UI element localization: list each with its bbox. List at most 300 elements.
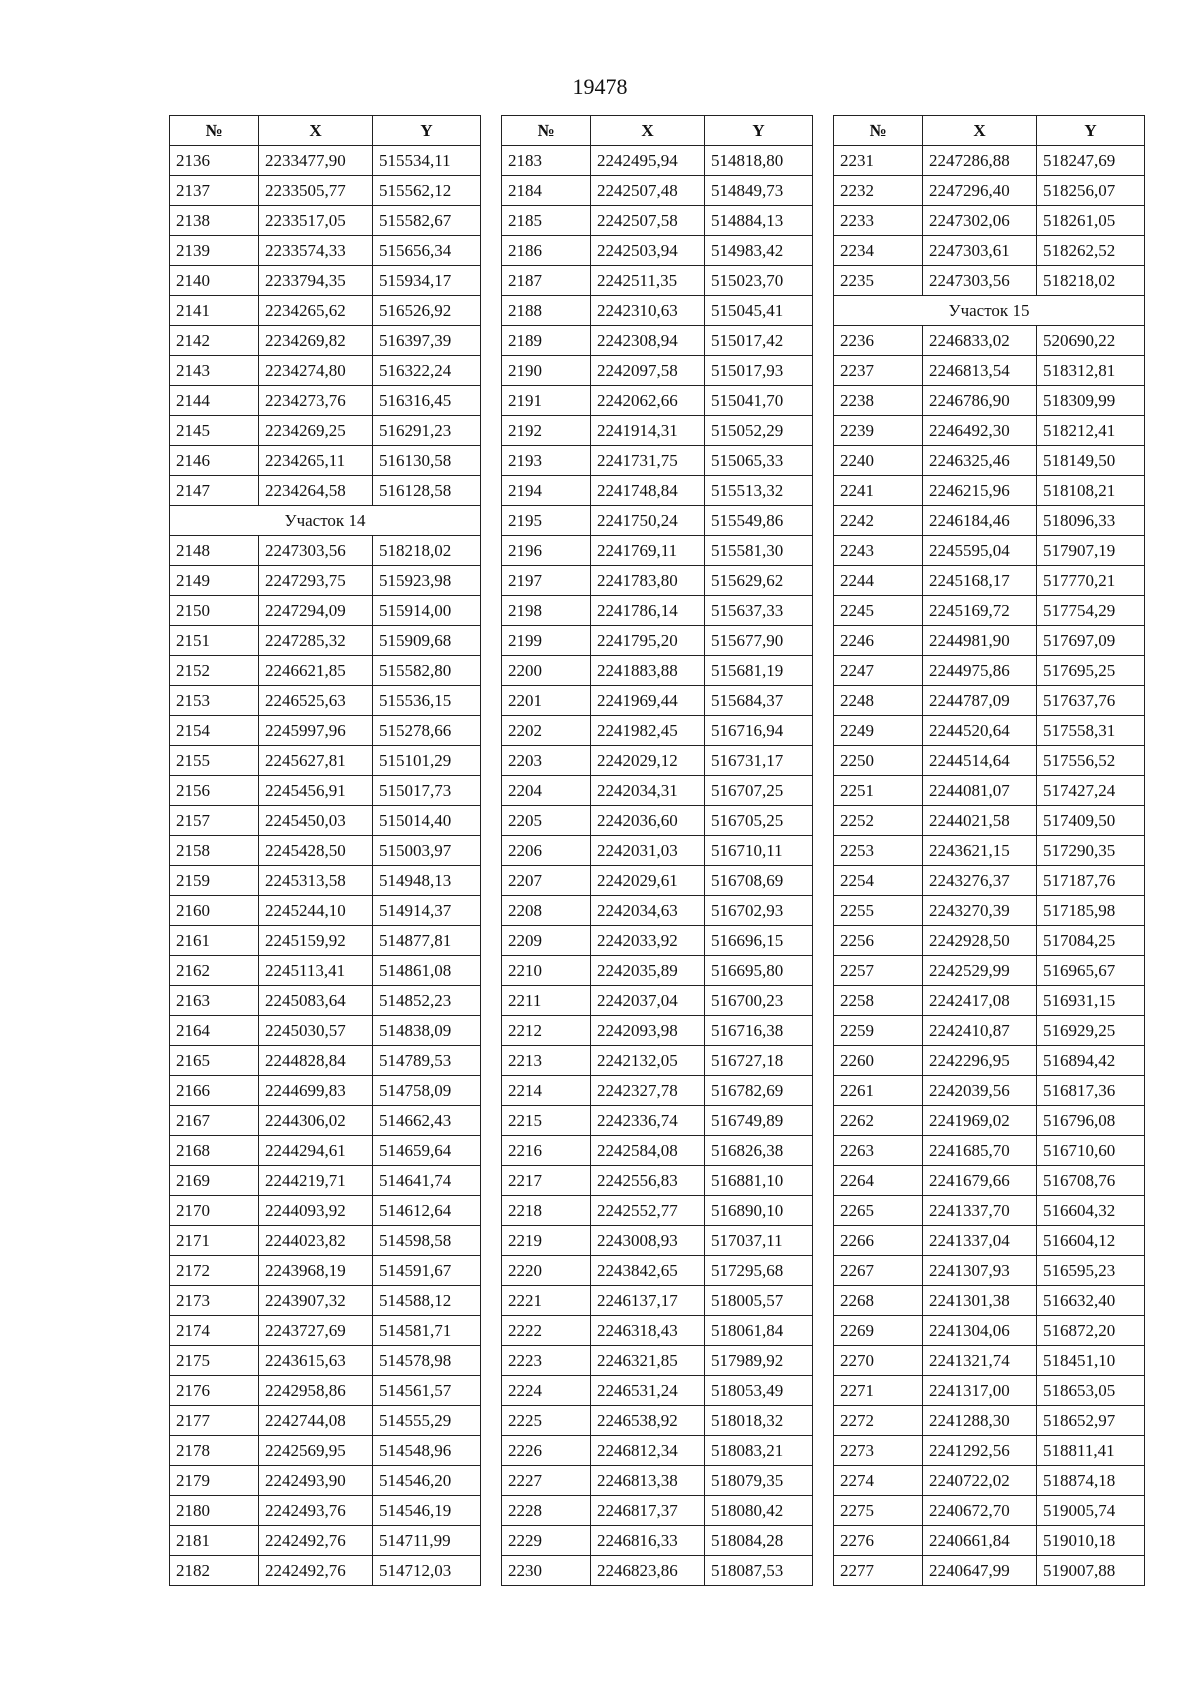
y-coordinate-cell: 514712,03 <box>373 1556 481 1586</box>
point-number-cell: 2217 <box>502 1166 591 1196</box>
y-coordinate-cell: 516826,38 <box>705 1136 813 1166</box>
table-row <box>170 746 481 776</box>
table-row <box>170 986 481 1016</box>
table-row <box>170 326 481 356</box>
y-coordinate-cell: 515637,33 <box>705 596 813 626</box>
x-coordinate-cell: 2246492,30 <box>923 416 1037 446</box>
x-coordinate-cell: 2241337,70 <box>923 1196 1037 1226</box>
table-row <box>502 566 813 596</box>
table-row <box>170 1466 481 1496</box>
x-coordinate-cell: 2233517,05 <box>259 206 373 236</box>
y-coordinate-cell: 516881,10 <box>705 1166 813 1196</box>
y-coordinate-cell: 516397,39 <box>373 326 481 356</box>
y-coordinate-cell: 515017,73 <box>373 776 481 806</box>
point-number-cell: 2265 <box>834 1196 923 1226</box>
table-row <box>170 1556 481 1586</box>
table-row <box>834 956 1145 986</box>
table-row <box>170 536 481 566</box>
y-coordinate-cell: 516796,08 <box>1037 1106 1145 1136</box>
y-coordinate-cell: 514578,98 <box>373 1346 481 1376</box>
y-coordinate-cell: 514662,43 <box>373 1106 481 1136</box>
x-coordinate-cell: 2245313,58 <box>259 866 373 896</box>
point-number-cell: 2270 <box>834 1346 923 1376</box>
section-row <box>834 296 1145 326</box>
table-row <box>834 1226 1145 1256</box>
point-number-cell: 2139 <box>170 236 259 266</box>
table-row <box>502 176 813 206</box>
x-coordinate-cell: 2241982,45 <box>591 716 705 746</box>
x-coordinate-cell: 2246184,46 <box>923 506 1037 536</box>
table-row <box>502 506 813 536</box>
point-number-cell: 2148 <box>170 536 259 566</box>
table-row <box>834 1316 1145 1346</box>
point-number-cell: 2156 <box>170 776 259 806</box>
table-row <box>834 986 1145 1016</box>
table-row <box>502 386 813 416</box>
table-row <box>170 1406 481 1436</box>
point-number-cell: 2268 <box>834 1286 923 1316</box>
y-coordinate-cell: 514948,13 <box>373 866 481 896</box>
table-row <box>834 686 1145 716</box>
point-number-cell: 2172 <box>170 1256 259 1286</box>
point-number-cell: 2168 <box>170 1136 259 1166</box>
x-coordinate-cell: 2243727,69 <box>259 1316 373 1346</box>
x-coordinate-cell: 2246813,54 <box>923 356 1037 386</box>
table-row <box>170 1256 481 1286</box>
x-coordinate-cell: 2245997,96 <box>259 716 373 746</box>
y-coordinate-cell: 518218,02 <box>1037 266 1145 296</box>
table-row <box>170 416 481 446</box>
point-number-cell: 2233 <box>834 206 923 236</box>
point-number-cell: 2160 <box>170 896 259 926</box>
table-row <box>502 1466 813 1496</box>
point-number-cell: 2259 <box>834 1016 923 1046</box>
point-number-cell: 2241 <box>834 476 923 506</box>
y-coordinate-cell: 519010,18 <box>1037 1526 1145 1556</box>
y-coordinate-cell: 519007,88 <box>1037 1556 1145 1586</box>
y-coordinate-cell: 515278,66 <box>373 716 481 746</box>
table-row <box>502 1436 813 1466</box>
y-coordinate-cell: 516872,20 <box>1037 1316 1145 1346</box>
y-coordinate-cell: 518080,42 <box>705 1496 813 1526</box>
table-row <box>502 1316 813 1346</box>
x-coordinate-cell: 2242493,90 <box>259 1466 373 1496</box>
point-number-cell: 2196 <box>502 536 591 566</box>
table-row <box>502 1496 813 1526</box>
point-number-cell: 2189 <box>502 326 591 356</box>
table-row <box>834 1046 1145 1076</box>
point-number-cell: 2180 <box>170 1496 259 1526</box>
table-row <box>502 1136 813 1166</box>
table-row <box>502 1406 813 1436</box>
point-number-cell: 2274 <box>834 1466 923 1496</box>
x-coordinate-cell: 2242296,95 <box>923 1046 1037 1076</box>
x-coordinate-cell: 2243615,63 <box>259 1346 373 1376</box>
x-coordinate-cell: 2246321,85 <box>591 1346 705 1376</box>
y-coordinate-cell: 517695,25 <box>1037 656 1145 686</box>
y-coordinate-cell: 516702,93 <box>705 896 813 926</box>
table-row <box>834 506 1145 536</box>
point-number-cell: 2187 <box>502 266 591 296</box>
y-coordinate-cell: 516727,18 <box>705 1046 813 1076</box>
table-row <box>170 1346 481 1376</box>
x-coordinate-cell: 2245627,81 <box>259 746 373 776</box>
x-coordinate-cell: 2240722,02 <box>923 1466 1037 1496</box>
table-row <box>170 1046 481 1076</box>
y-coordinate-cell: 514789,53 <box>373 1046 481 1076</box>
y-coordinate-cell: 516130,58 <box>373 446 481 476</box>
point-number-cell: 2143 <box>170 356 259 386</box>
point-number-cell: 2245 <box>834 596 923 626</box>
y-coordinate-cell: 515003,97 <box>373 836 481 866</box>
table-row <box>502 896 813 926</box>
table-row <box>834 1076 1145 1106</box>
point-number-cell: 2162 <box>170 956 259 986</box>
table-row <box>170 1136 481 1166</box>
x-coordinate-cell: 2241795,20 <box>591 626 705 656</box>
table-row <box>170 176 481 206</box>
point-number-cell: 2275 <box>834 1496 923 1526</box>
point-number-cell: 2205 <box>502 806 591 836</box>
y-coordinate-cell: 516705,25 <box>705 806 813 836</box>
y-coordinate-cell: 518312,81 <box>1037 356 1145 386</box>
table-row <box>170 206 481 236</box>
x-coordinate-cell: 2242958,86 <box>259 1376 373 1406</box>
x-coordinate-cell: 2242039,56 <box>923 1076 1037 1106</box>
point-number-cell: 2240 <box>834 446 923 476</box>
table-row <box>170 836 481 866</box>
x-coordinate-cell: 2246817,37 <box>591 1496 705 1526</box>
x-coordinate-cell: 2242036,60 <box>591 806 705 836</box>
point-number-cell: 2199 <box>502 626 591 656</box>
x-coordinate-cell: 2240672,70 <box>923 1496 1037 1526</box>
x-coordinate-cell: 2242507,58 <box>591 206 705 236</box>
x-coordinate-cell: 2246525,63 <box>259 686 373 716</box>
table-row <box>170 1166 481 1196</box>
point-number-cell: 2166 <box>170 1076 259 1106</box>
x-coordinate-cell: 2241783,80 <box>591 566 705 596</box>
y-coordinate-cell: 518005,57 <box>705 1286 813 1316</box>
y-coordinate-cell: 514861,08 <box>373 956 481 986</box>
y-coordinate-cell: 517556,52 <box>1037 746 1145 776</box>
table-row <box>170 296 481 326</box>
point-number-cell: 2203 <box>502 746 591 776</box>
x-coordinate-cell: 2245450,03 <box>259 806 373 836</box>
table-row <box>502 1106 813 1136</box>
x-coordinate-cell: 2241304,06 <box>923 1316 1037 1346</box>
x-coordinate-cell: 2245595,04 <box>923 536 1037 566</box>
table-row <box>834 1526 1145 1556</box>
x-coordinate-cell: 2241748,84 <box>591 476 705 506</box>
table-row <box>170 1376 481 1406</box>
point-number-cell: 2246 <box>834 626 923 656</box>
table-row <box>170 356 481 386</box>
point-number-cell: 2181 <box>170 1526 259 1556</box>
x-coordinate-cell: 2246325,46 <box>923 446 1037 476</box>
point-number-cell: 2174 <box>170 1316 259 1346</box>
table-row <box>834 746 1145 776</box>
point-number-cell: 2262 <box>834 1106 923 1136</box>
y-coordinate-cell: 515562,12 <box>373 176 481 206</box>
table-row <box>170 1286 481 1316</box>
table-row <box>170 446 481 476</box>
table-row <box>834 356 1145 386</box>
point-number-cell: 2176 <box>170 1376 259 1406</box>
y-coordinate-cell: 518212,41 <box>1037 416 1145 446</box>
table-row <box>502 596 813 626</box>
x-coordinate-cell: 2242327,78 <box>591 1076 705 1106</box>
x-coordinate-cell: 2247296,40 <box>923 176 1037 206</box>
y-coordinate-cell: 519005,74 <box>1037 1496 1145 1526</box>
x-coordinate-cell: 2243621,15 <box>923 836 1037 866</box>
x-coordinate-cell: 2247294,09 <box>259 596 373 626</box>
x-coordinate-cell: 2247293,75 <box>259 566 373 596</box>
x-coordinate-cell: 2233574,33 <box>259 236 373 266</box>
x-coordinate-cell: 2241685,70 <box>923 1136 1037 1166</box>
x-coordinate-cell: 2245244,10 <box>259 896 373 926</box>
table-row <box>170 566 481 596</box>
table-row <box>170 1496 481 1526</box>
point-number-cell: 2266 <box>834 1226 923 1256</box>
x-coordinate-cell: 2241969,44 <box>591 686 705 716</box>
point-number-cell: 2193 <box>502 446 591 476</box>
y-coordinate-cell: 514591,67 <box>373 1256 481 1286</box>
x-coordinate-cell: 2242310,63 <box>591 296 705 326</box>
y-coordinate-cell: 514849,73 <box>705 176 813 206</box>
table-row <box>170 776 481 806</box>
y-coordinate-cell: 516710,60 <box>1037 1136 1145 1166</box>
x-coordinate-cell: 2241731,75 <box>591 446 705 476</box>
y-coordinate-cell: 518096,33 <box>1037 506 1145 536</box>
table-row <box>834 596 1145 626</box>
coordinate-table-2 <box>501 115 813 1586</box>
point-number-cell: 2200 <box>502 656 591 686</box>
y-coordinate-cell: 516931,15 <box>1037 986 1145 1016</box>
x-coordinate-cell: 2242093,98 <box>591 1016 705 1046</box>
point-number-cell: 2144 <box>170 386 259 416</box>
table-row <box>502 326 813 356</box>
x-coordinate-cell: 2242584,08 <box>591 1136 705 1166</box>
y-coordinate-cell: 516695,80 <box>705 956 813 986</box>
y-coordinate-cell: 515923,98 <box>373 566 481 596</box>
x-coordinate-cell: 2244093,92 <box>259 1196 373 1226</box>
x-coordinate-cell: 2247303,56 <box>923 266 1037 296</box>
point-number-cell: 2153 <box>170 686 259 716</box>
table-row <box>170 1076 481 1106</box>
point-number-cell: 2210 <box>502 956 591 986</box>
point-number-cell: 2147 <box>170 476 259 506</box>
table-row <box>834 1466 1145 1496</box>
point-number-cell: 2234 <box>834 236 923 266</box>
point-number-cell: 2253 <box>834 836 923 866</box>
table-row <box>834 1496 1145 1526</box>
x-coordinate-cell: 2241883,88 <box>591 656 705 686</box>
x-coordinate-cell: 2242493,76 <box>259 1496 373 1526</box>
point-number-cell: 2182 <box>170 1556 259 1586</box>
y-coordinate-cell: 515549,86 <box>705 506 813 536</box>
x-coordinate-cell: 2242556,83 <box>591 1166 705 1196</box>
x-coordinate-cell: 2244975,86 <box>923 656 1037 686</box>
x-coordinate-cell: 2234264,58 <box>259 476 373 506</box>
point-number-cell: 2195 <box>502 506 591 536</box>
table-row <box>170 1226 481 1256</box>
x-coordinate-cell: 2246813,38 <box>591 1466 705 1496</box>
table-row <box>502 1016 813 1046</box>
point-number-cell: 2228 <box>502 1496 591 1526</box>
table-row <box>834 386 1145 416</box>
x-coordinate-cell: 2243008,93 <box>591 1226 705 1256</box>
point-number-cell: 2152 <box>170 656 259 686</box>
x-coordinate-cell: 2241337,04 <box>923 1226 1037 1256</box>
point-number-cell: 2248 <box>834 686 923 716</box>
table-row <box>834 206 1145 236</box>
point-number-cell: 2136 <box>170 146 259 176</box>
y-coordinate-cell: 514884,13 <box>705 206 813 236</box>
point-number-cell: 2272 <box>834 1406 923 1436</box>
y-coordinate-cell: 518451,10 <box>1037 1346 1145 1376</box>
table-row <box>502 1256 813 1286</box>
x-coordinate-cell: 2243276,37 <box>923 866 1037 896</box>
x-coordinate-cell: 2242417,08 <box>923 986 1037 1016</box>
table-row <box>502 956 813 986</box>
y-coordinate-cell: 514546,19 <box>373 1496 481 1526</box>
y-coordinate-cell: 516632,40 <box>1037 1286 1145 1316</box>
y-coordinate-cell: 516708,69 <box>705 866 813 896</box>
y-coordinate-cell: 514641,74 <box>373 1166 481 1196</box>
x-coordinate-cell: 2246137,17 <box>591 1286 705 1316</box>
x-coordinate-cell: 2246823,86 <box>591 1556 705 1586</box>
y-coordinate-cell: 516595,23 <box>1037 1256 1145 1286</box>
table-row <box>834 1256 1145 1286</box>
x-coordinate-cell: 2233794,35 <box>259 266 373 296</box>
point-number-cell: 2185 <box>502 206 591 236</box>
y-coordinate-cell: 518247,69 <box>1037 146 1145 176</box>
table-row <box>834 146 1145 176</box>
table-row <box>502 266 813 296</box>
y-coordinate-cell: 518653,05 <box>1037 1376 1145 1406</box>
y-coordinate-cell: 517084,25 <box>1037 926 1145 956</box>
point-number-cell: 2249 <box>834 716 923 746</box>
point-number-cell: 2175 <box>170 1346 259 1376</box>
y-coordinate-cell: 514818,80 <box>705 146 813 176</box>
y-coordinate-cell: 517037,11 <box>705 1226 813 1256</box>
x-coordinate-cell: 2242034,63 <box>591 896 705 926</box>
x-coordinate-cell: 2242495,94 <box>591 146 705 176</box>
table-row <box>502 1166 813 1196</box>
y-coordinate-cell: 515909,68 <box>373 626 481 656</box>
point-number-cell: 2225 <box>502 1406 591 1436</box>
point-number-cell: 2277 <box>834 1556 923 1586</box>
y-coordinate-cell: 518087,53 <box>705 1556 813 1586</box>
point-number-cell: 2218 <box>502 1196 591 1226</box>
y-coordinate-cell: 518309,99 <box>1037 386 1145 416</box>
x-coordinate-cell: 2242492,76 <box>259 1556 373 1586</box>
point-number-cell: 2222 <box>502 1316 591 1346</box>
x-coordinate-cell: 2245030,57 <box>259 1016 373 1046</box>
y-coordinate-cell: 518083,21 <box>705 1436 813 1466</box>
x-coordinate-cell: 2246816,33 <box>591 1526 705 1556</box>
x-coordinate-cell: 2244828,84 <box>259 1046 373 1076</box>
x-coordinate-cell: 2242033,92 <box>591 926 705 956</box>
point-number-cell: 2188 <box>502 296 591 326</box>
x-coordinate-cell: 2246318,43 <box>591 1316 705 1346</box>
table-row <box>170 866 481 896</box>
header-y: Y <box>705 116 813 146</box>
y-coordinate-cell: 518218,02 <box>373 536 481 566</box>
table-row <box>834 806 1145 836</box>
x-coordinate-cell: 2242529,99 <box>923 956 1037 986</box>
point-number-cell: 2149 <box>170 566 259 596</box>
x-coordinate-cell: 2241750,24 <box>591 506 705 536</box>
point-number-cell: 2236 <box>834 326 923 356</box>
y-coordinate-cell: 517637,76 <box>1037 686 1145 716</box>
table-row <box>834 476 1145 506</box>
y-coordinate-cell: 518262,52 <box>1037 236 1145 266</box>
y-coordinate-cell: 514983,42 <box>705 236 813 266</box>
x-coordinate-cell: 2244514,64 <box>923 746 1037 776</box>
header-y: Y <box>1037 116 1145 146</box>
table-row <box>834 326 1145 356</box>
table-row <box>502 446 813 476</box>
x-coordinate-cell: 2242503,94 <box>591 236 705 266</box>
x-coordinate-cell: 2242569,95 <box>259 1436 373 1466</box>
table-row <box>834 626 1145 656</box>
x-coordinate-cell: 2241769,11 <box>591 536 705 566</box>
y-coordinate-cell: 514548,96 <box>373 1436 481 1466</box>
table-row <box>170 596 481 626</box>
y-coordinate-cell: 516890,10 <box>705 1196 813 1226</box>
point-number-cell: 2190 <box>502 356 591 386</box>
table-row <box>834 446 1145 476</box>
point-number-cell: 2167 <box>170 1106 259 1136</box>
y-coordinate-cell: 517185,98 <box>1037 896 1145 926</box>
y-coordinate-cell: 514852,23 <box>373 986 481 1016</box>
x-coordinate-cell: 2243270,39 <box>923 896 1037 926</box>
point-number-cell: 2252 <box>834 806 923 836</box>
point-number-cell: 2230 <box>502 1556 591 1586</box>
y-coordinate-cell: 514877,81 <box>373 926 481 956</box>
x-coordinate-cell: 2233477,90 <box>259 146 373 176</box>
point-number-cell: 2224 <box>502 1376 591 1406</box>
point-number-cell: 2207 <box>502 866 591 896</box>
y-coordinate-cell: 516322,24 <box>373 356 481 386</box>
point-number-cell: 2247 <box>834 656 923 686</box>
point-number-cell: 2255 <box>834 896 923 926</box>
table-row <box>834 236 1145 266</box>
x-coordinate-cell: 2244294,61 <box>259 1136 373 1166</box>
table-row <box>834 176 1145 206</box>
y-coordinate-cell: 517290,35 <box>1037 836 1145 866</box>
y-coordinate-cell: 514711,99 <box>373 1526 481 1556</box>
y-coordinate-cell: 516526,92 <box>373 296 481 326</box>
table-row <box>502 1556 813 1586</box>
y-coordinate-cell: 515534,11 <box>373 146 481 176</box>
x-coordinate-cell: 2241307,93 <box>923 1256 1037 1286</box>
x-coordinate-cell: 2242511,35 <box>591 266 705 296</box>
point-number-cell: 2254 <box>834 866 923 896</box>
table-row <box>502 416 813 446</box>
point-number-cell: 2161 <box>170 926 259 956</box>
point-number-cell: 2251 <box>834 776 923 806</box>
x-coordinate-cell: 2244219,71 <box>259 1166 373 1196</box>
y-coordinate-cell: 516316,45 <box>373 386 481 416</box>
point-number-cell: 2192 <box>502 416 591 446</box>
table-row <box>170 1016 481 1046</box>
x-coordinate-cell: 2242336,74 <box>591 1106 705 1136</box>
table-row <box>834 536 1145 566</box>
y-coordinate-cell: 517427,24 <box>1037 776 1145 806</box>
y-coordinate-cell: 514612,64 <box>373 1196 481 1226</box>
